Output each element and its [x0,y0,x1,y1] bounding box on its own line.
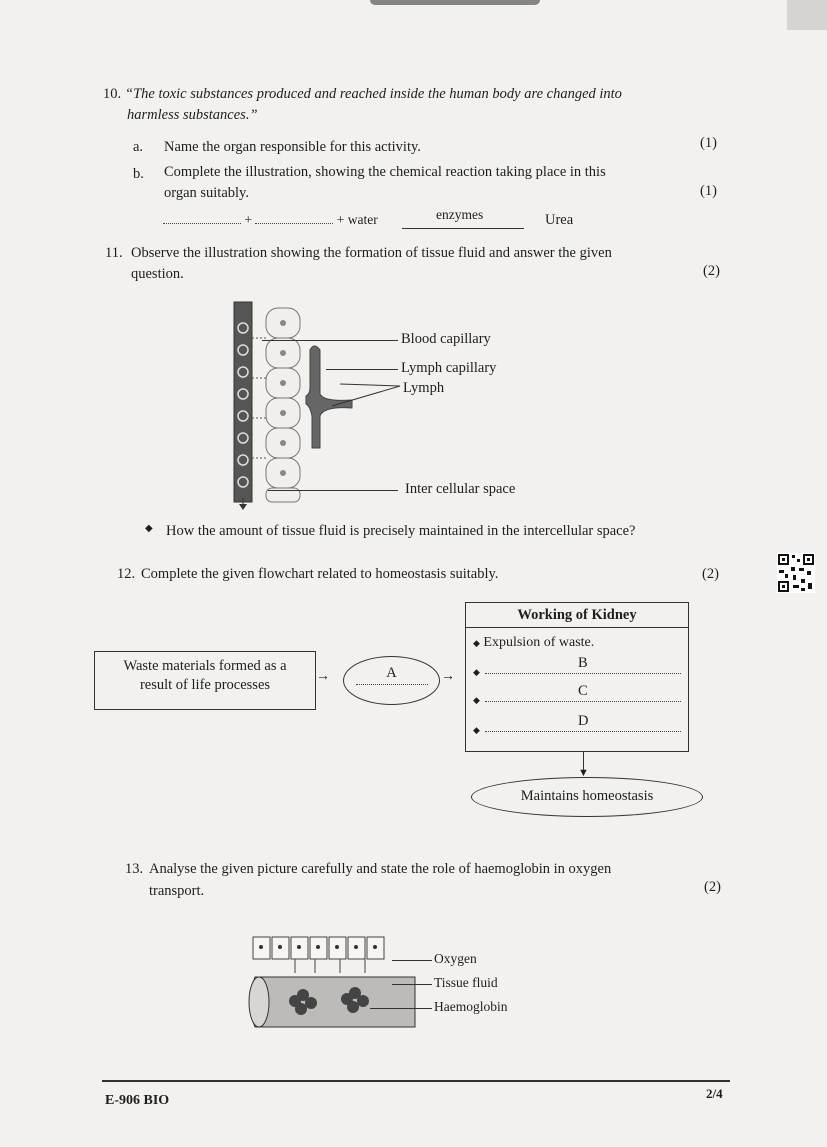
kidney-item-b [473,655,681,679]
plus-water: + water [336,212,378,227]
oval-a [343,656,440,705]
leader-tissue-fluid [392,984,432,985]
q10-quote: “The toxic substances produced and reached inside the human body are changed into [125,86,622,102]
arrow-right-icon-2: → [441,669,455,684]
bullet-diamond-icon: ◆ [473,695,480,705]
footer-rule [102,1080,730,1082]
blank-1[interactable] [163,223,241,224]
q12-text: Complete the given flowchart related to homeostasis suitably. [141,566,499,582]
oval-a-label: A [386,665,397,681]
label-intercellular-space: Inter cellular space [405,481,516,497]
kidney-item-d-label: D [578,713,589,729]
q13-text-line2: transport. [149,883,205,899]
scan-corner [787,0,827,30]
footer-code: E-906 BIO [105,1093,170,1108]
label-blood-capillary: Blood capillary [401,331,491,347]
blank-b[interactable] [485,673,681,674]
q11-mark: (2) [703,263,720,279]
q10b-text: Complete the illustration, showing the chemical reaction taking place in this [164,164,606,180]
homeostasis-label: Maintains homeostasis [520,788,654,804]
leader-oxygen [392,960,432,961]
q10-number: 10. [103,86,122,102]
blank-d[interactable] [485,731,681,732]
leader-blood [262,340,398,341]
kidney-item-c [473,683,681,707]
haemoglobin-diagram [245,935,435,1030]
q10b-label: b. [133,166,144,182]
urea-label: Urea [545,212,574,228]
q13-text: Analyse the given picture carefully and state the role of haemoglobin in oxygen [149,861,612,877]
kidney-item-c-label: C [578,683,588,699]
q12-mark: (2) [702,566,719,582]
label-tissue-fluid: Tissue fluid [434,975,498,990]
q10a-mark: (1) [700,135,717,151]
arrow-down-icon: ▼ [578,767,589,779]
kidney-title: Working of Kidney [466,603,688,628]
q11-number: 11. [105,245,123,261]
blank-a[interactable] [356,684,428,685]
reaction-arrow [402,228,524,229]
leader-lymph-capillary [326,369,398,370]
bullet-diamond-icon: ◆ [473,725,480,735]
homeostasis-oval [471,777,703,817]
kidney-box [465,602,689,752]
bullet-diamond-icon: ◆ [145,523,153,534]
enzymes-label: enzymes [436,207,484,222]
leader-haemoglobin [370,1008,432,1009]
arrow-right-icon: → [316,669,330,684]
q12-number: 12. [117,566,136,582]
plus-sign: + [244,212,252,227]
blank-2[interactable] [255,223,333,224]
q11-bullet-question: How the amount of tissue fluid is precisely maintained in the intercellular space? [166,523,636,539]
scan-top-mark [370,0,540,5]
q10-quote-line2: harmless substances.” [127,107,258,123]
footer-page-number: 2/4 [706,1086,723,1101]
q13-number: 13. [125,861,144,877]
waste-materials-box [94,651,316,710]
bullet-diamond-icon: ◆ [473,667,480,677]
q10a-label: a. [133,139,144,155]
blood-capillary-shape [234,302,252,502]
q13-mark: (2) [704,879,721,895]
reaction-equation [163,212,378,228]
q10b-mark: (1) [700,183,717,199]
label-haemoglobin: Haemoglobin [434,999,508,1014]
blank-c[interactable] [485,701,681,702]
qr-code-icon [777,553,815,598]
leader-lymph [330,378,402,410]
q11-text-line2: question. [131,266,184,282]
waste-line-2: result of life processes [139,677,271,693]
q10a-text: Name the organ responsible for this activity. [164,139,421,155]
bullet-diamond-icon: ◆ [473,638,480,648]
label-oxygen: Oxygen [434,951,477,966]
q11-text: Observe the illustration showing the formation of tissue fluid and answer the given [131,245,612,261]
kidney-item-b-label: B [578,655,588,671]
label-lymph-capillary: Lymph capillary [401,360,497,376]
kidney-item-1-text: Expulsion of waste. [483,635,595,650]
leader-intercellular [268,490,398,491]
kidney-item-d [473,713,681,737]
kidney-item-1 [473,635,594,651]
waste-line-1: Waste materials formed as a [123,658,287,674]
q10b-text-line2: organ suitably. [164,185,249,201]
label-lymph: Lymph [403,380,445,396]
